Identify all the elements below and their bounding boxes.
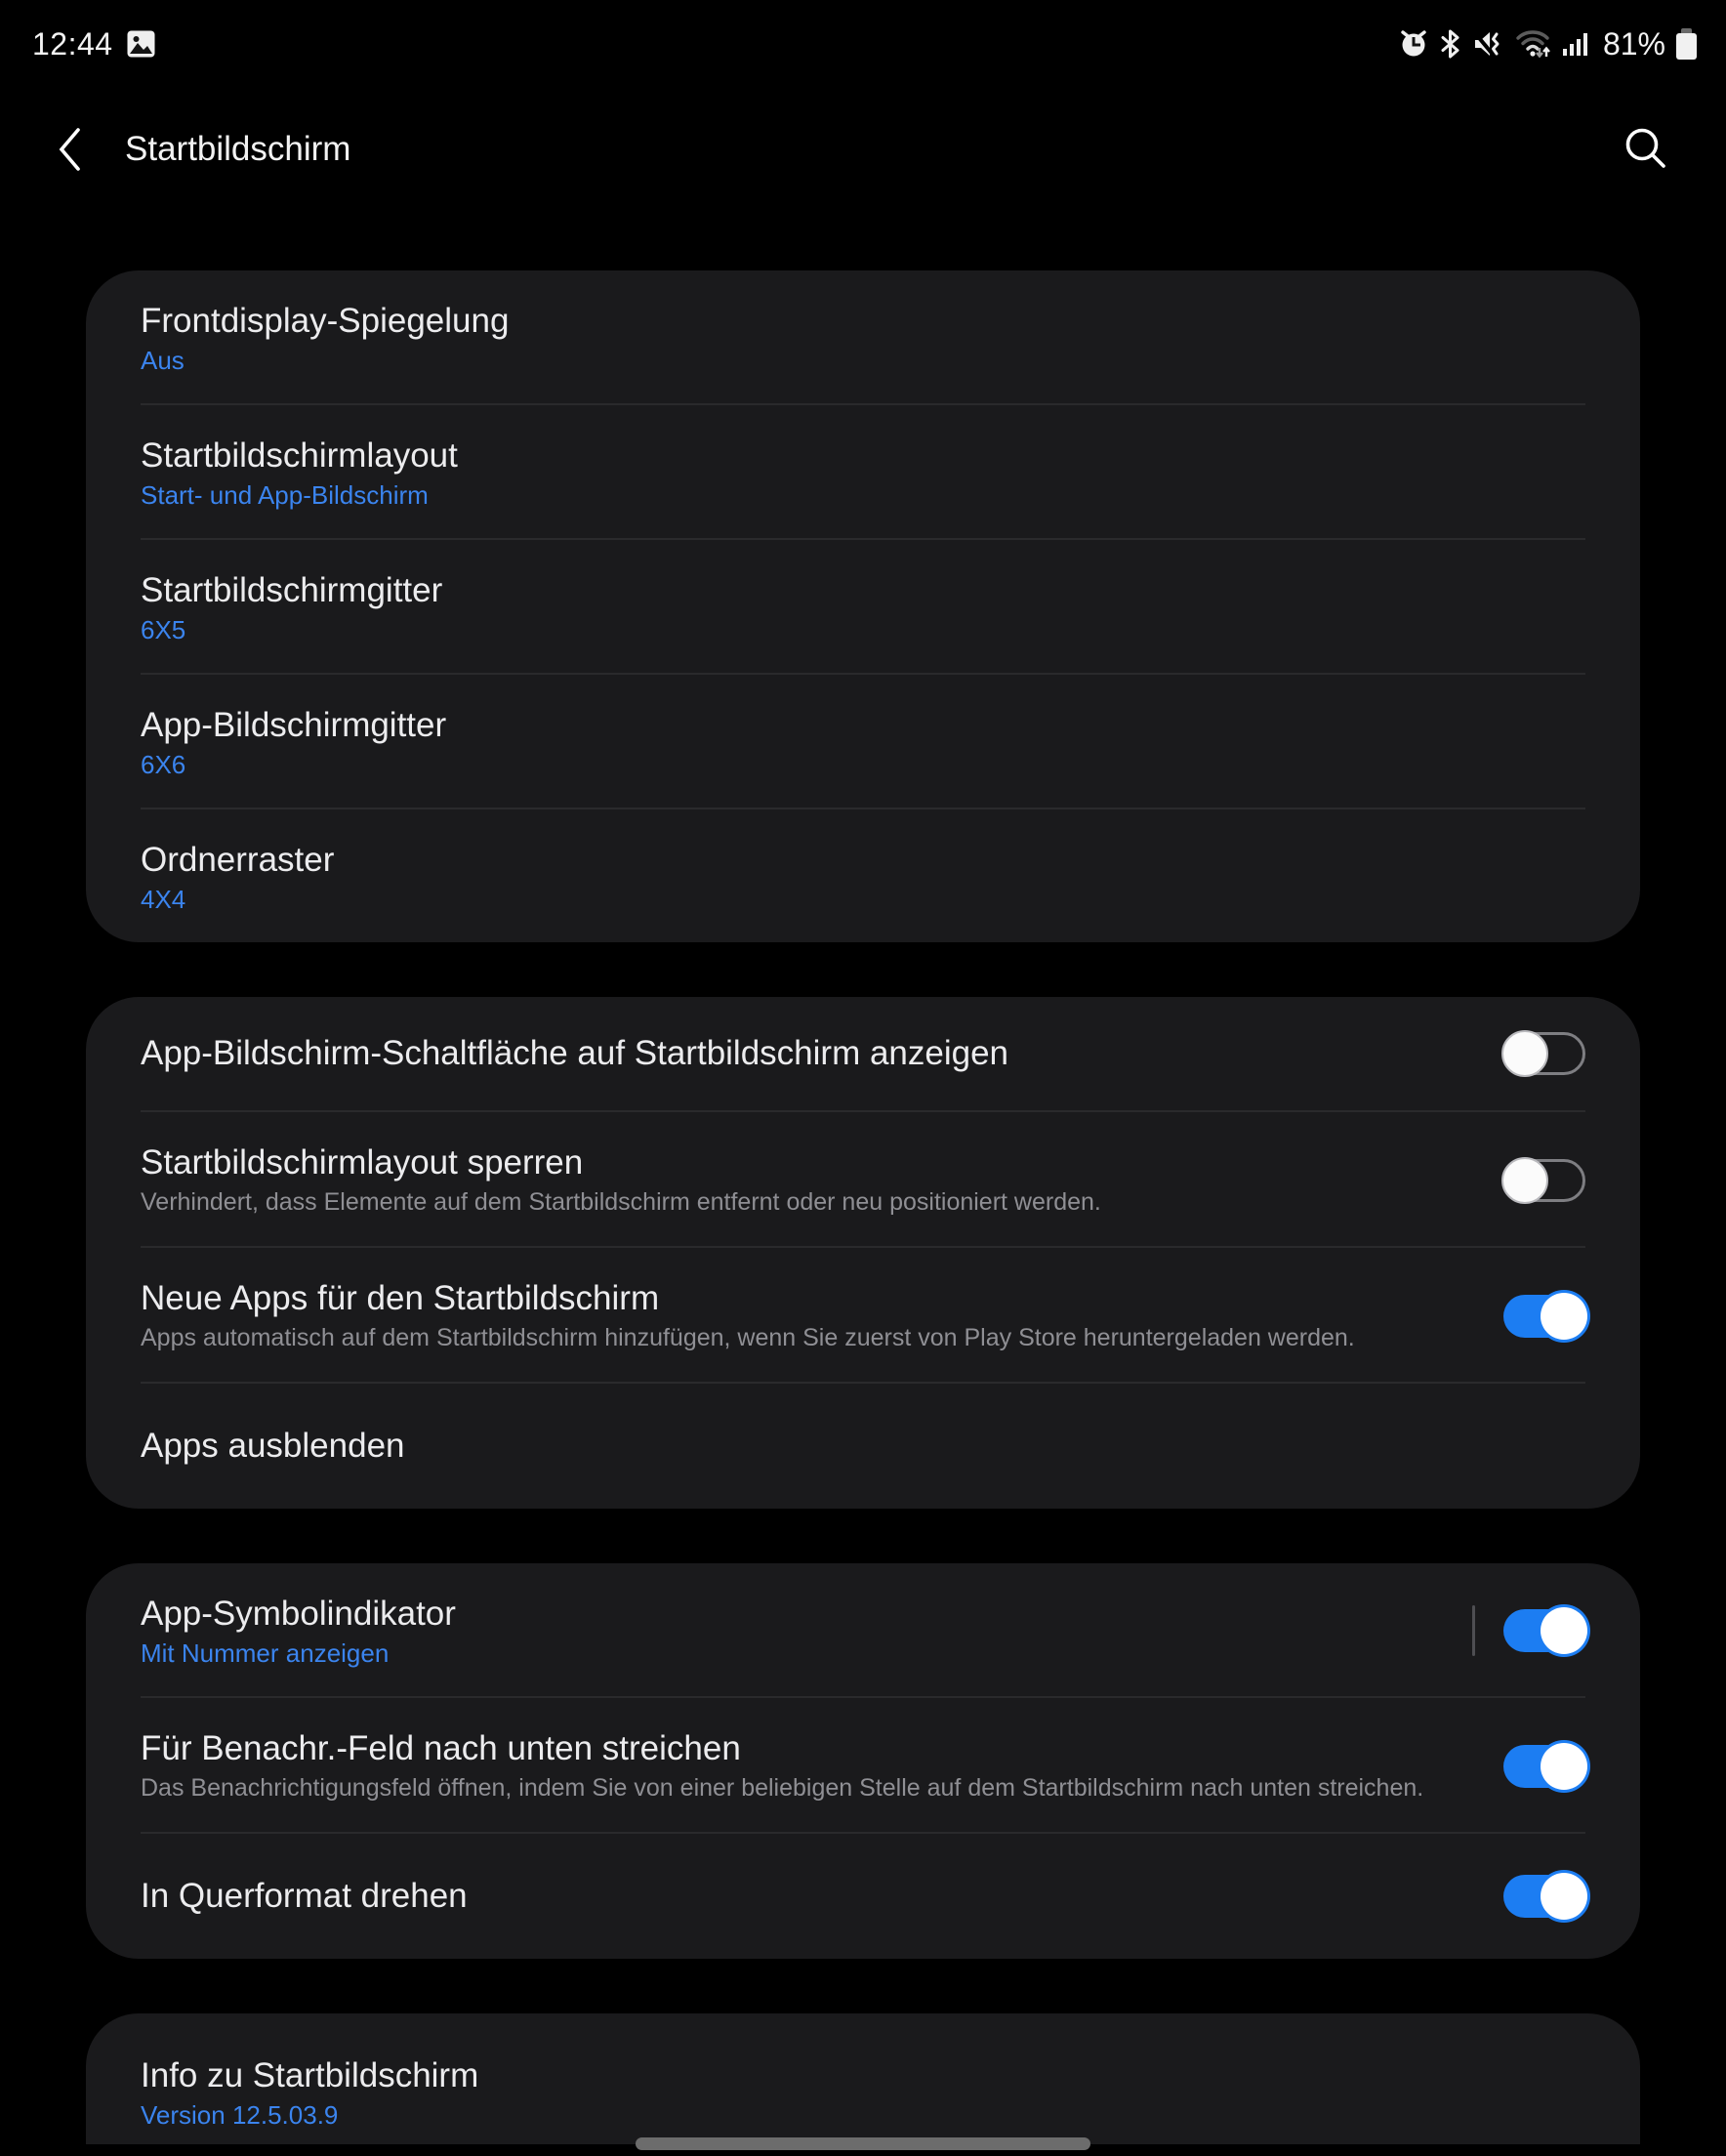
item-app-icon-badges[interactable] bbox=[86, 1563, 1640, 1696]
search-button[interactable] bbox=[1621, 124, 1671, 175]
toggle-thumb bbox=[1541, 1873, 1587, 1920]
item-homescreen-grid[interactable] bbox=[86, 540, 1640, 673]
toggle-thumb bbox=[1541, 1293, 1587, 1340]
item-title: App-Bildschirmgitter bbox=[141, 706, 447, 744]
item-title: Startbildschirmgitter bbox=[141, 571, 443, 609]
item-value: 6X5 bbox=[141, 615, 186, 644]
bluetooth-icon bbox=[1439, 29, 1462, 59]
item-title: Frontdisplay-Spiegelung bbox=[141, 302, 510, 340]
status-bar bbox=[0, 0, 1726, 88]
app-header bbox=[0, 88, 1726, 210]
item-title: Ordnerraster bbox=[141, 841, 335, 879]
card-app-options bbox=[86, 997, 1640, 1509]
item-swipe-notification-panel[interactable] bbox=[86, 1698, 1640, 1832]
item-title: Neue Apps für den Startbildschirm bbox=[141, 1279, 660, 1317]
item-about-homescreen[interactable] bbox=[86, 2013, 1640, 2144]
gesture-handle[interactable] bbox=[636, 2137, 1090, 2150]
item-description: Verhindert, dass Elemente auf dem Startbildschirm entfernt oder neu positioniert werden. bbox=[141, 1188, 1101, 1216]
item-description: Apps automatisch auf dem Startbildschirm hinzufügen, wenn Sie zuerst von Play Store heruntergeladen werden. bbox=[141, 1324, 1355, 1351]
toggle-switch-off[interactable] bbox=[1503, 1032, 1585, 1075]
item-add-new-apps[interactable] bbox=[86, 1248, 1640, 1382]
item-title: Info zu Startbildschirm bbox=[141, 2056, 479, 2094]
item-title: Startbildschirmlayout sperren bbox=[141, 1143, 584, 1182]
item-appscreen-grid[interactable] bbox=[86, 675, 1640, 808]
item-title: In Querformat drehen bbox=[141, 1877, 468, 1915]
battery-percent: 81% bbox=[1602, 25, 1665, 62]
item-value: Aus bbox=[141, 346, 185, 375]
item-description: Das Benachrichtigungsfeld öffnen, indem Sie von einer beliebigen Stelle auf dem Startbildschirm nach unten streichen. bbox=[141, 1774, 1424, 1802]
toggle-switch-on[interactable] bbox=[1503, 1609, 1585, 1652]
signal-icon bbox=[1563, 29, 1590, 59]
alarm-icon bbox=[1399, 29, 1428, 59]
back-button[interactable] bbox=[57, 120, 102, 179]
item-title: Apps ausblenden bbox=[141, 1427, 405, 1465]
item-title: App-Bildschirm-Schaltfläche auf Startbildschirm anzeigen bbox=[141, 1034, 1009, 1072]
clock: 12:44 bbox=[32, 25, 113, 62]
search-icon bbox=[1623, 126, 1669, 173]
item-value: Mit Nummer anzeigen bbox=[141, 1638, 390, 1668]
toggle-switch-off[interactable] bbox=[1503, 1159, 1585, 1202]
card-layout-settings bbox=[86, 270, 1640, 942]
gallery-icon bbox=[127, 30, 155, 58]
item-title: App-Symbolindikator bbox=[141, 1595, 456, 1633]
card-display-options bbox=[86, 1563, 1640, 1959]
battery-icon bbox=[1676, 28, 1697, 60]
item-rotate-landscape[interactable] bbox=[86, 1834, 1640, 1959]
toggle-thumb bbox=[1541, 1607, 1587, 1654]
toggle-switch-on[interactable] bbox=[1503, 1295, 1585, 1338]
item-value: 4X4 bbox=[141, 885, 186, 914]
settings-list bbox=[86, 270, 1640, 2144]
toggle-thumb bbox=[1541, 1743, 1587, 1790]
item-value: Start- und App-Bildschirm bbox=[141, 480, 429, 510]
page-title: Startbildschirm bbox=[125, 129, 351, 168]
item-homescreen-layout[interactable] bbox=[86, 405, 1640, 538]
item-title: Für Benachr.-Feld nach unten streichen bbox=[141, 1729, 741, 1767]
item-hide-apps[interactable] bbox=[86, 1384, 1640, 1509]
item-title: Startbildschirmlayout bbox=[141, 436, 458, 475]
toggle-switch-on[interactable] bbox=[1503, 1875, 1585, 1918]
item-frontdisplay-mirroring[interactable] bbox=[86, 270, 1640, 403]
toggle-thumb bbox=[1501, 1157, 1548, 1204]
wifi-icon bbox=[1515, 28, 1552, 60]
toggle-thumb bbox=[1501, 1030, 1548, 1077]
chevron-left-icon bbox=[57, 127, 82, 172]
item-show-apps-button[interactable] bbox=[86, 997, 1640, 1110]
toggle-switch-on[interactable] bbox=[1503, 1745, 1585, 1788]
item-folder-grid[interactable] bbox=[86, 809, 1640, 942]
mute-vibrate-icon bbox=[1473, 29, 1504, 59]
item-value: Version 12.5.03.9 bbox=[141, 2100, 339, 2130]
item-value: 6X6 bbox=[141, 750, 186, 779]
card-about bbox=[86, 2013, 1640, 2144]
vertical-divider bbox=[1472, 1605, 1475, 1656]
item-lock-layout[interactable] bbox=[86, 1112, 1640, 1246]
